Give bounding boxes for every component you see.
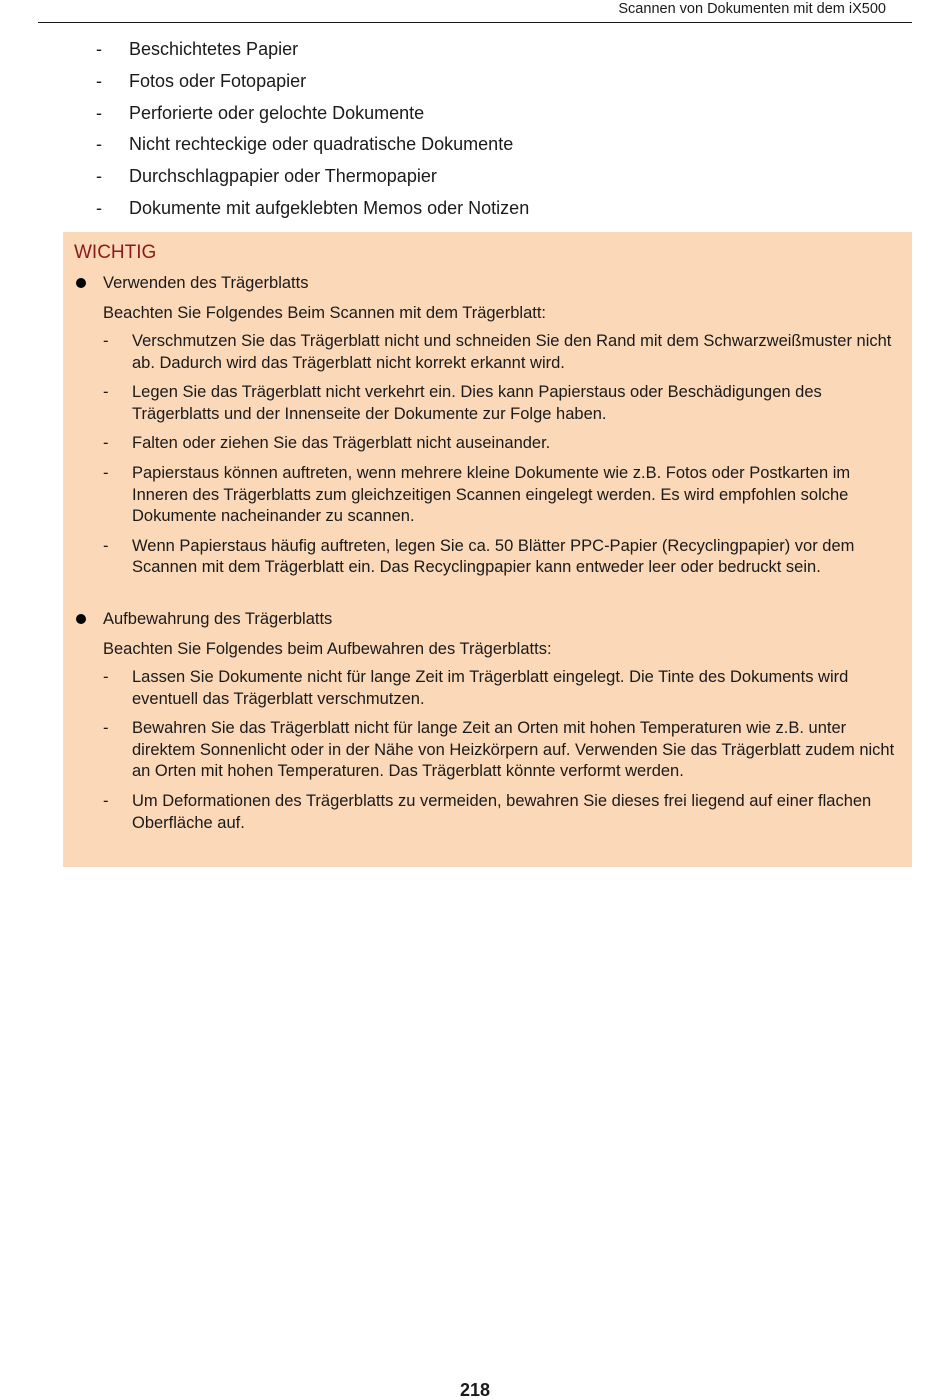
dash-marker: - [96,166,102,187]
dash-marker: - [103,536,109,555]
list-item [63,433,912,455]
list-item-text: Um Deformationen des Trägerblatts zu vermeiden, bewahren Sie dieses frei liegend auf einer flachen Oberfläche auf. [132,791,872,832]
section-intro: Beachten Sie Folgendes Beim Scannen mit dem Trägerblatt: [103,304,546,322]
list-item-text: Durchschlagpapier oder Thermopapier [129,166,437,187]
important-title: WICHTIG [74,242,157,263]
dash-marker: - [103,668,109,686]
list-item [63,718,912,783]
carrier-sheet-storage-section [63,608,912,842]
dash-marker: - [96,134,102,155]
header-divider [38,22,912,23]
list-item-text: Falten oder ziehen Sie das Trägerblatt nicht auseinander. [132,434,551,453]
dash-marker: - [96,39,102,59]
list-item-text: Dokumente mit aufgeklebten Memos oder Notizen [129,197,530,218]
carrier-sheet-usage-section [63,272,912,587]
list-item [63,536,912,579]
dash-marker: - [103,383,109,402]
list-item-text: Lassen Sie Dokumente nicht für lange Zeit im Trägerblatt eingelegt. Die Tinte des Dokuments wird eventuell das Trägerblatt verschmutzen. [132,668,849,708]
section-intro: Beachten Sie Folgendes beim Aufbewahren des Trägerblatts: [103,640,552,658]
list-item-text: Bewahren Sie das Trägerblatt nicht für lange Zeit an Orten mit hohen Temperaturen wie z.B. unter direktem Sonnenlicht oder in der Nähe von Heizkörpern auf. Verwenden Sie das Trägerblatt zudem nicht an Orten mit hohen Temperaturen. Das Trägerblatt könnte verformt werden. [132,719,895,781]
dash-marker: - [103,332,109,350]
list-item-text: Beschichtetes Papier [129,39,299,59]
list-item [63,331,912,374]
usage-notes-list [63,331,912,579]
page-number: 218 [459,1380,491,1400]
list-item-text: Wenn Papierstaus häufig auftreten, legen Sie ca. 50 Blätter PPC-Papier (Recyclingpapier) vor dem Scannen mit dem Trägerblatt ein. Das Recyclingpapier kann entweder leer oder bedruckt sein. [132,536,855,577]
dash-marker: - [103,434,109,453]
list-item [63,382,912,425]
list-item-text: Legen Sie das Trägerblatt nicht verkehrt ein. Dies kann Papierstaus oder Beschädigungen des Trägerblatts und der Innenseite der Dokumente zur Folge haben. [132,383,822,423]
bullet-icon [76,278,86,288]
dash-marker: - [103,719,109,738]
list-item [63,791,912,834]
dash-marker: - [96,197,102,218]
list-item-text: Fotos oder Fotopapier [129,70,307,91]
section-heading [63,272,912,294]
bullet-icon [76,614,86,624]
list-item-text: Papierstaus können auftreten, wenn mehrere kleine Dokumente wie z.B. Fotos oder Postkarten im Inneren des Trägerblatts zum gleichzeitigen Scannen eingelegt werden. Es wird empfohlen solche Dokumente nacheinander zu scannen. [132,463,851,526]
dash-marker: - [96,102,102,123]
list-item-text: Nicht rechteckige oder quadratische Dokumente [129,134,514,155]
page-header-title: Scannen von Dokumenten mit dem iX500 [618,1,886,17]
dash-marker: - [96,70,102,91]
list-item [63,463,912,528]
dash-marker: - [103,791,109,810]
storage-notes-list [63,667,912,834]
dash-marker: - [103,463,109,482]
list-item-text: Verschmutzen Sie das Trägerblatt nicht und schneiden Sie den Rand mit dem Schwarzweißmuster nicht ab. Dadurch wird das Trägerblatt nicht korrekt erkannt wird. [132,332,892,372]
section-heading-text: Verwenden des Trägerblatts [103,274,309,292]
list-item-text: Perforierte oder gelochte Dokumente [129,102,425,123]
list-item [63,667,912,710]
section-heading [63,608,912,630]
important-notice-box [63,232,912,867]
section-heading-text: Aufbewahrung des Trägerblatts [103,610,333,628]
